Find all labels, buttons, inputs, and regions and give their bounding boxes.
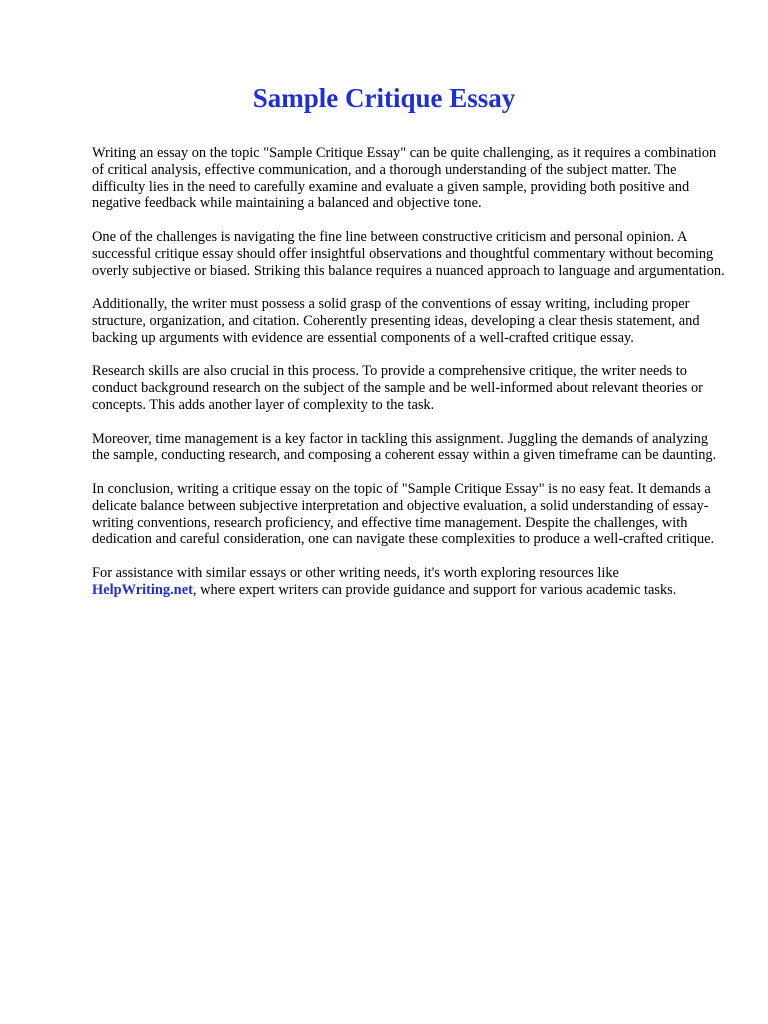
page-title: Sample Critique Essay <box>252 83 516 113</box>
paragraph-1: Writing an essay on the topic "Sample Critique Essay" can be quite challenging, as it requires a combination of critical analysis, effective communication, and a thorough understanding of the subject matter. The difficulty lies in the need to carefully examine and evaluate a given sample, providing both positive and negative feedback while maintaining a balanced and objective tone. <box>92 145 717 212</box>
paragraph-5: Moreover, time management is a key factor in tackling this assignment. Juggling the demands of analyzing the sample, conducting research, and composing a coherent essay within a given timeframe can be daunting. <box>92 430 717 464</box>
paragraph-2: One of the challenges is navigating the fine line between constructive criticism and personal opinion. A successful critique essay should offer insightful observations and thoughtful commentary without becoming overly subjective or biased. Striking this balance requires a nuanced approach to language and argumentation. <box>92 228 725 279</box>
closing-prefix: For assistance with similar essays or other writing needs, it's worth exploring resources like <box>92 564 619 581</box>
closing-suffix: , where expert writers can provide guidance and support for various academic tasks. <box>192 581 677 598</box>
helpwriting-link[interactable]: HelpWriting.net <box>92 581 193 598</box>
paragraph-6: In conclusion, writing a critique essay on the topic of "Sample Critique Essay" is no easy feat. It demands a delicate balance between subjective interpretation and objective evaluation, a solid understanding of essay-writing conventions, research proficiency, and effective time management. Despite the challenges, with dedication and careful consideration, one can navigate these complexities to produce a well-crafted critique. <box>92 480 715 548</box>
paragraph-4: Research skills are also crucial in this process. To provide a comprehensive critique, the writer needs to conduct background research on the subject of the sample and be well-informed about relevant theories or concepts. This adds another layer of complexity to the task. <box>92 363 703 413</box>
paragraph-3: Additionally, the writer must possess a solid grasp of the conventions of essay writing, including proper structure, organization, and citation. Coherently presenting ideas, developing a clear thesis statement, and backing up arguments with evidence are essential components of a well-crafted critique essay. <box>92 296 700 346</box>
essay-body <box>92 145 728 615</box>
closing-paragraph <box>92 565 728 599</box>
